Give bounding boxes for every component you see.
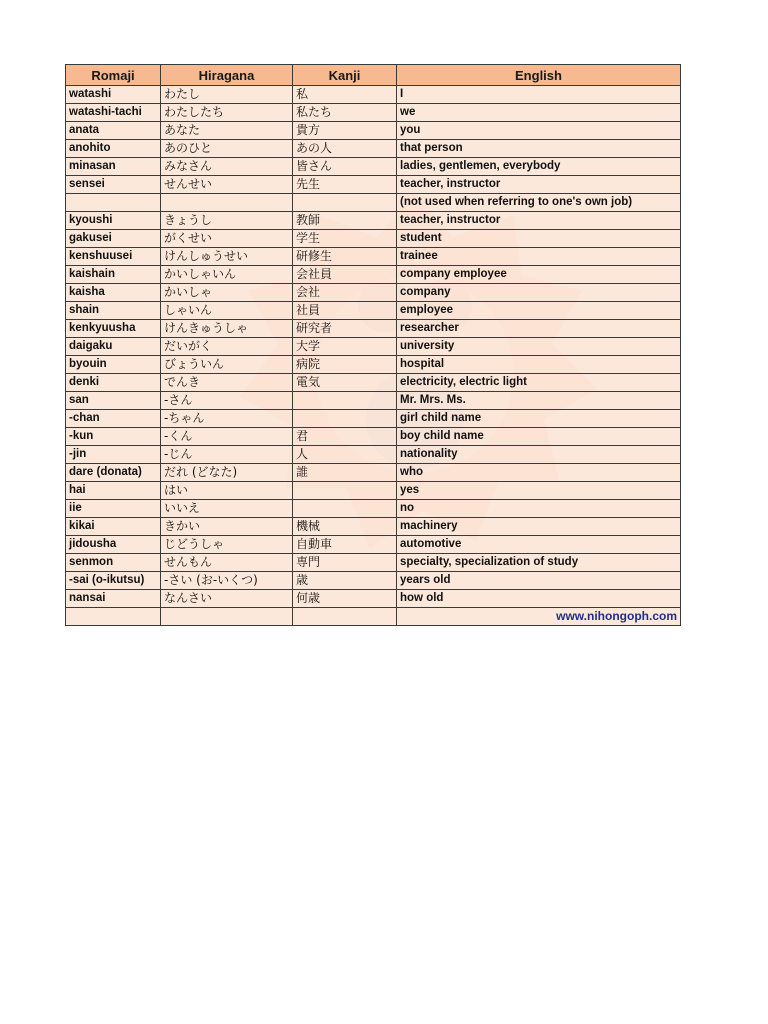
english-cell: yes [397,482,681,500]
english-cell: researcher [397,320,681,338]
table-row [66,158,681,176]
romaji-cell: minasan [66,158,161,176]
romaji-cell: -kun [66,428,161,446]
kanji-cell: 電気 [293,374,397,392]
footer-row [66,608,681,626]
romaji-cell: -jin [66,446,161,464]
hiragana-cell: がくせい [161,230,293,248]
romaji-cell: kikai [66,518,161,536]
footer-empty-cell [293,608,397,626]
hiragana-cell: みなさん [161,158,293,176]
footer-empty-cell [66,608,161,626]
hiragana-cell: きょうし [161,212,293,230]
english-cell: ladies, gentlemen, everybody [397,158,681,176]
hiragana-cell [161,194,293,212]
hiragana-cell: はい [161,482,293,500]
hiragana-cell: けんきゅうしゃ [161,320,293,338]
english-cell: company employee [397,266,681,284]
english-cell: automotive [397,536,681,554]
romaji-cell: kaishain [66,266,161,284]
kanji-cell: 何歳 [293,590,397,608]
table-row [66,176,681,194]
table-row [66,338,681,356]
header-romaji: Romaji [66,65,161,86]
table-row [66,410,681,428]
table-row [66,572,681,590]
kanji-cell: 私 [293,86,397,104]
romaji-cell: san [66,392,161,410]
table-row [66,500,681,518]
table-row [66,374,681,392]
table-row [66,104,681,122]
kanji-cell: 貴方 [293,122,397,140]
table-row [66,518,681,536]
kanji-cell [293,500,397,518]
hiragana-cell: いいえ [161,500,293,518]
english-cell: hospital [397,356,681,374]
english-cell: employee [397,302,681,320]
hiragana-cell: -じん [161,446,293,464]
table-row [66,230,681,248]
romaji-cell: iie [66,500,161,518]
table-row [66,446,681,464]
hiragana-cell: でんき [161,374,293,392]
romaji-cell: -sai (o-ikutsu) [66,572,161,590]
table-row [66,86,681,104]
romaji-cell: kyoushi [66,212,161,230]
kanji-cell: 教師 [293,212,397,230]
english-cell: you [397,122,681,140]
hiragana-cell: きかい [161,518,293,536]
english-cell: nationality [397,446,681,464]
table-row [66,536,681,554]
kanji-cell: 社員 [293,302,397,320]
english-cell: trainee [397,248,681,266]
table-row [66,464,681,482]
hiragana-cell: -ちゃん [161,410,293,428]
table-row [66,302,681,320]
kanji-cell: 会社 [293,284,397,302]
english-cell: Mr. Mrs. Ms. [397,392,681,410]
kanji-cell: 誰 [293,464,397,482]
english-cell: who [397,464,681,482]
romaji-cell: kenshuusei [66,248,161,266]
romaji-cell [66,194,161,212]
english-cell: we [397,104,681,122]
romaji-cell: denki [66,374,161,392]
kanji-cell [293,392,397,410]
kanji-cell: 研究者 [293,320,397,338]
english-cell: boy child name [397,428,681,446]
kanji-cell: 研修生 [293,248,397,266]
table-row [66,356,681,374]
hiragana-cell: しゃいん [161,302,293,320]
romaji-cell: hai [66,482,161,500]
kanji-cell: 病院 [293,356,397,374]
english-cell: no [397,500,681,518]
romaji-cell: dare (donata) [66,464,161,482]
kanji-cell: 学生 [293,230,397,248]
hiragana-cell: せんもん [161,554,293,572]
kanji-cell: あの人 [293,140,397,158]
romaji-cell: anata [66,122,161,140]
hiragana-cell: わたしたち [161,104,293,122]
hiragana-cell: じどうしゃ [161,536,293,554]
table-row [66,428,681,446]
kanji-cell [293,194,397,212]
table-row [66,482,681,500]
hiragana-cell: せんせい [161,176,293,194]
table-row [66,392,681,410]
english-cell: machinery [397,518,681,536]
english-cell: that person [397,140,681,158]
hiragana-cell: -さん [161,392,293,410]
english-cell: teacher, instructor [397,212,681,230]
table-row [66,266,681,284]
hiragana-cell: あのひと [161,140,293,158]
romaji-cell: jidousha [66,536,161,554]
kanji-cell: 専門 [293,554,397,572]
table-row [66,320,681,338]
romaji-cell: sensei [66,176,161,194]
table-row [66,590,681,608]
english-cell: university [397,338,681,356]
hiragana-cell: けんしゅうせい [161,248,293,266]
romaji-cell: byouin [66,356,161,374]
kanji-cell: 皆さん [293,158,397,176]
kanji-cell [293,482,397,500]
romaji-cell: -chan [66,410,161,428]
english-cell: girl child name [397,410,681,428]
hiragana-cell: -さい (お-いくつ) [161,572,293,590]
hiragana-cell: びょういん [161,356,293,374]
kanji-cell: 機械 [293,518,397,536]
table-row [66,140,681,158]
table-row [66,122,681,140]
english-cell: (not used when referring to one's own job) [397,194,681,212]
romaji-cell: kenkyuusha [66,320,161,338]
table-body [66,86,681,608]
hiragana-cell: だれ (どなた) [161,464,293,482]
hiragana-cell: あなた [161,122,293,140]
kanji-cell [293,410,397,428]
table-row [66,212,681,230]
romaji-cell: watashi [66,86,161,104]
english-cell: I [397,86,681,104]
vocabulary-sheet [65,64,680,626]
table-row [66,248,681,266]
english-cell: electricity, electric light [397,374,681,392]
romaji-cell: gakusei [66,230,161,248]
english-cell: teacher, instructor [397,176,681,194]
kanji-cell: 大学 [293,338,397,356]
table-row [66,194,681,212]
romaji-cell: shain [66,302,161,320]
header-hiragana: Hiragana [161,65,293,86]
english-cell: specialty, specialization of study [397,554,681,572]
hiragana-cell: -くん [161,428,293,446]
hiragana-cell: かいしゃいん [161,266,293,284]
english-cell: student [397,230,681,248]
header-english: English [397,65,681,86]
website-link[interactable]: www.nihongoph.com [397,608,681,626]
romaji-cell: daigaku [66,338,161,356]
english-cell: how old [397,590,681,608]
kanji-cell: 人 [293,446,397,464]
romaji-cell: watashi-tachi [66,104,161,122]
hiragana-cell: だいがく [161,338,293,356]
english-cell: years old [397,572,681,590]
kanji-cell: 先生 [293,176,397,194]
romaji-cell: anohito [66,140,161,158]
header-kanji: Kanji [293,65,397,86]
kanji-cell: 会社員 [293,266,397,284]
hiragana-cell: わたし [161,86,293,104]
romaji-cell: kaisha [66,284,161,302]
hiragana-cell: なんさい [161,590,293,608]
hiragana-cell: かいしゃ [161,284,293,302]
header-row [66,65,681,86]
romaji-cell: senmon [66,554,161,572]
table-row [66,554,681,572]
english-cell: company [397,284,681,302]
vocabulary-table [65,64,681,626]
romaji-cell: nansai [66,590,161,608]
footer-empty-cell [161,608,293,626]
kanji-cell: 私たち [293,104,397,122]
table-row [66,284,681,302]
kanji-cell: 自動車 [293,536,397,554]
kanji-cell: 歳 [293,572,397,590]
kanji-cell: 君 [293,428,397,446]
